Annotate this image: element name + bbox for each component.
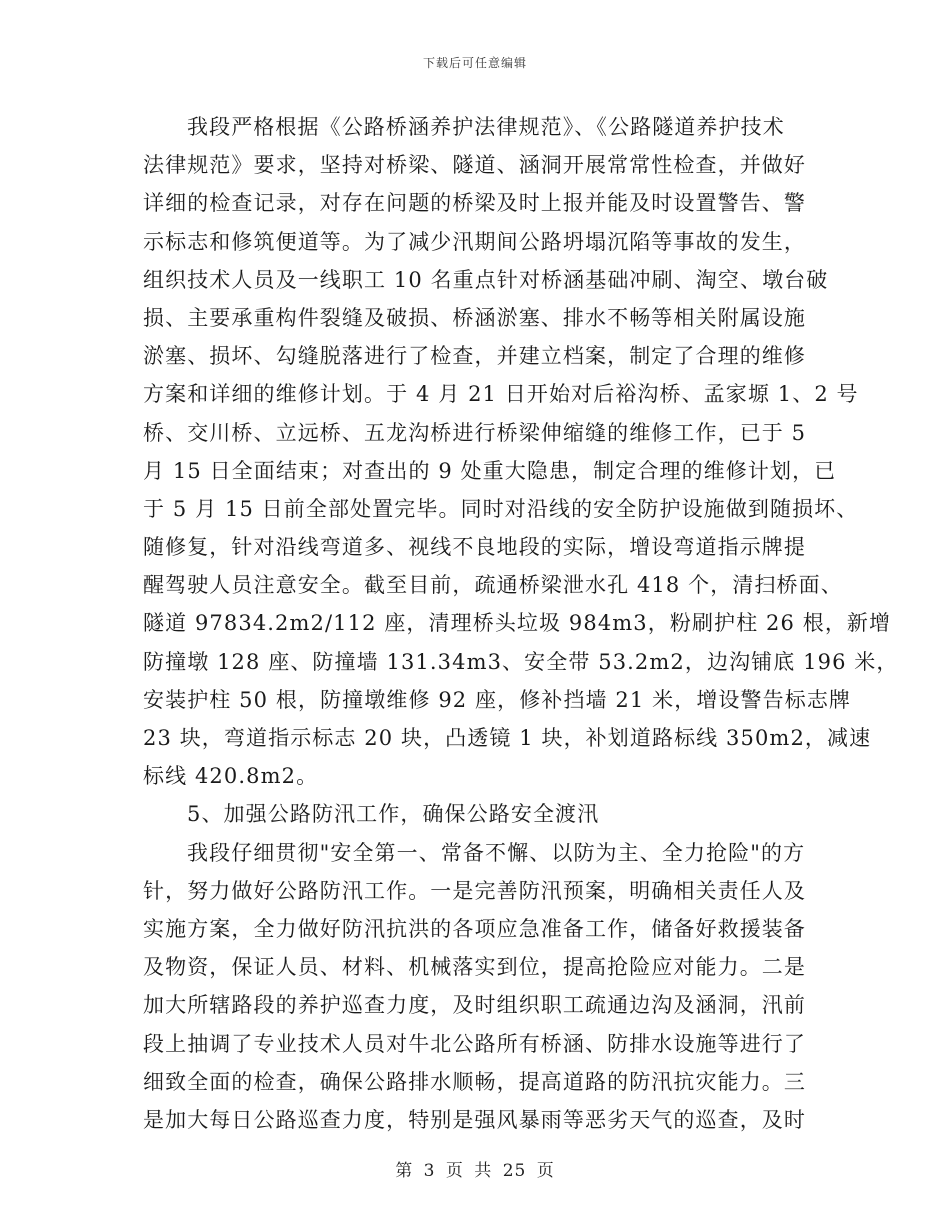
- body-text: [143, 108, 899, 1139]
- text-line-23: 及物资，保证人员、材料、机械落实到位，提高抢险应对能力。二是: [143, 955, 806, 980]
- text-line-17: 23 块，弯道指示标志 20 块，凸透镜 1 块，补划道路标线 350m2，减速: [143, 726, 872, 750]
- text-line-16: 安装护柱 50 根，防撞墩维修 92 座，修补挡墙 21 米，增设警告标志牌: [143, 687, 852, 712]
- text-line-2: 法律规范》要求，坚持对桥梁、隧道、涵洞开展常常性检查，并做好: [143, 153, 806, 178]
- text-line-26: 细致全面的检查，确保公路排水顺畅，提高道路的防汛抗灾能力。三: [143, 1069, 806, 1094]
- text-line-4: 示标志和修筑便道等。为了减少汛期间公路坍塌沉陷等事故的发生，: [143, 229, 806, 254]
- text-line-14: 隧道 97834.2m2/112 座，清理桥头垃圾 984m3，粉刷护柱 26 根，新增: [143, 611, 892, 636]
- text-line-25: 段上抽调了专业技术人员对牛北公路所有桥涵、防排水设施等进行了: [143, 1031, 806, 1056]
- text-line-5: 组织技术人员及一线职工 10 名重点针对桥涵基础冲刷、淘空、墩台破: [143, 267, 829, 292]
- text-line-22: 实施方案，全力做好防汛抗洪的各项应急准备工作，储备好救援装备: [143, 916, 806, 941]
- text-line-3: 详细的检查记录，对存在问题的桥梁及时上报并能及时设置警告、警: [143, 191, 806, 216]
- text-line-6: 损、主要承重构件裂缝及破损、桥涵淤塞、排水不畅等相关附属设施: [143, 305, 806, 330]
- text-line-9: 桥、交川桥、立远桥、五龙沟桥进行桥梁伸缩缝的维修工作，已于 5: [143, 420, 807, 445]
- page-footer: 第 3 页 共 25 页: [395, 1161, 555, 1181]
- text-line-15: 防撞墩 128 座、防撞墙 131.34m3、安全带 53.2m2，边沟铺底 196 米，: [143, 649, 899, 674]
- text-line-12: 随修复，针对沿线弯道多、视线不良地段的实际，增设弯道指示牌提: [143, 535, 806, 560]
- text-line-7: 淤塞、损坏、勾缝脱落进行了检查，并建立档案，制定了合理的维修: [143, 344, 806, 369]
- text-line-27: 是加大每日公路巡查力度，特别是强风暴雨等恶劣天气的巡查，及时: [143, 1107, 806, 1132]
- text-line-11: 于 5 月 15 日前全部处置完毕。同时对沿线的安全防护设施做到随损坏、: [143, 496, 859, 521]
- text-line-13: 醒驾驶人员注意安全。截至目前，疏通桥梁泄水孔 418 个，清扫桥面、: [143, 573, 843, 598]
- text-line-10: 月 15 日全面结束；对查出的 9 处重大隐患，制定合理的维修计划，已: [143, 458, 837, 483]
- text-line-21: 针，努力做好公路防汛工作。一是完善防汛预案，明确相关责任人及: [143, 878, 806, 903]
- page-header: 下载后可任意编辑: [422, 56, 527, 70]
- text-line-8: 方案和详细的维修计划。于 4 月 21 日开始对后裕沟桥、孟家塬 1、2 号: [143, 382, 859, 407]
- section-heading: 5、加强公路防汛工作，确保公路安全渡汛: [187, 802, 600, 827]
- text-line-24: 加大所辖路段的养护巡查力度，及时组织职工疏通边沟及涵洞，汛前: [143, 993, 806, 1018]
- text-line-20: 我段仔细贯彻"安全第一、常备不懈、以防为主、全力抢险"的方: [187, 840, 806, 865]
- text-line-1: 我段严格根据《公路桥涵养护法律规范》、《公路隧道养护技术: [187, 115, 785, 139]
- text-line-18: 标线 420.8m2。: [143, 764, 319, 789]
